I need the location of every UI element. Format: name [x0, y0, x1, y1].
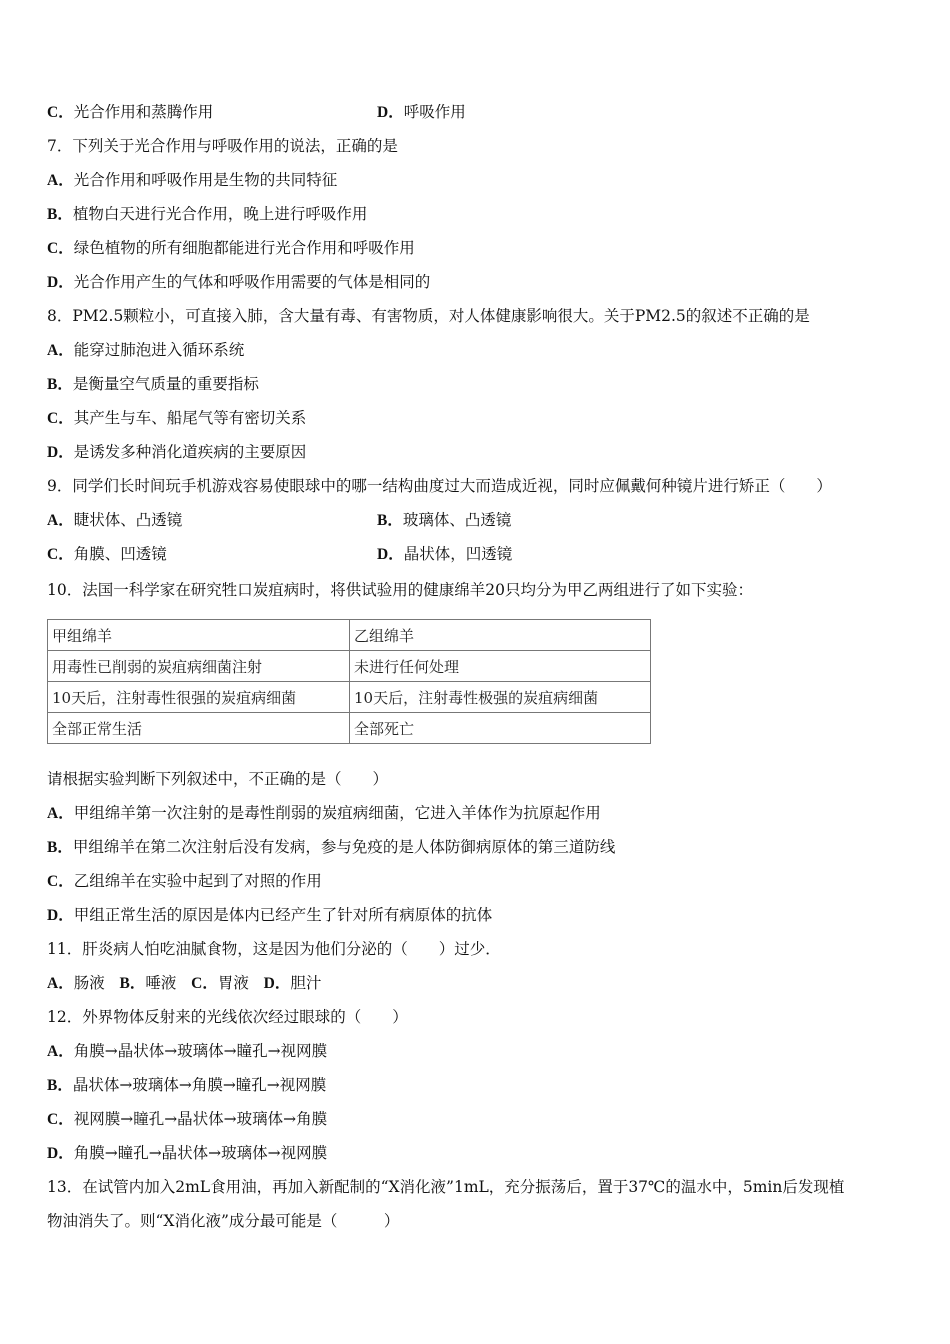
option-text: 光合作用产生的气体和呼吸作用需要的气体是相同的	[73, 273, 431, 291]
option-label: D．	[47, 907, 74, 924]
option-label: A．	[47, 172, 74, 189]
option-text: 胆汁	[290, 974, 322, 992]
option-text: 甲组绵羊第一次注射的是毒性削弱的炭疽病细菌，它进入羊体作为抗原起作用	[73, 804, 601, 822]
option-text: 视网膜→瞳孔→晶状体→玻璃体→角膜	[73, 1110, 328, 1128]
option-text: 角膜→瞳孔→晶状体→玻璃体→视网膜	[73, 1144, 328, 1162]
option-text: 胃液	[217, 974, 249, 992]
q6-option-d	[377, 102, 466, 123]
table-cell: 乙组绵羊	[350, 620, 651, 651]
option-text: 玻璃体、凸透镜	[402, 511, 512, 529]
table-cell: 用毒性已削弱的炭疽病细菌注射	[48, 651, 350, 682]
option-label: C．	[47, 873, 74, 890]
q8-option-a	[47, 340, 244, 361]
option-text: 光合作用和呼吸作用是生物的共同特征	[73, 171, 338, 189]
option-text: 绿色植物的所有细胞都能进行光合作用和呼吸作用	[73, 239, 415, 257]
option-label: D．	[263, 975, 291, 992]
table-row	[48, 620, 651, 651]
q10-option-b	[47, 837, 615, 858]
option-text: 唾液	[145, 974, 177, 992]
option-text: 肠液	[73, 974, 105, 992]
q7-stem: 7．下列关于光合作用与呼吸作用的说法，正确的是	[47, 137, 398, 155]
option-label: B．	[377, 512, 403, 529]
option-text: 甲组绵羊在第二次注射后没有发病，参与免疫的是人体防御病原体的第三道防线	[72, 838, 616, 856]
option-label: C．	[47, 240, 74, 257]
option-label: A．	[47, 975, 74, 992]
q10-option-d	[47, 905, 492, 926]
q9-option-d	[377, 544, 512, 565]
q10-stem: 10．法国一科学家在研究牲口炭疽病时，将供试验用的健康绵羊20只均分为甲乙两组进行了如下实验：	[47, 581, 753, 599]
table-cell: 未进行任何处理	[350, 651, 651, 682]
q9-stem: 9．同学们长时间玩手机游戏容易使眼球中的哪一结构曲度过大而造成近视，同时应佩戴何种镜片进行矫正（ ）	[47, 477, 832, 495]
table-row	[48, 713, 651, 744]
table-row	[48, 651, 651, 682]
option-label: D．	[47, 274, 74, 291]
q10-option-c	[47, 871, 322, 892]
option-text: 甲组正常生活的原因是体内已经产生了针对所有病原体的抗体	[73, 906, 493, 924]
option-label: C．	[47, 410, 74, 427]
option-text: 呼吸作用	[403, 103, 466, 121]
q11-stem: 11．肝炎病人怕吃油腻食物，这是因为他们分泌的（ ）过少．	[47, 940, 501, 958]
q9-option-a	[47, 510, 182, 531]
table-cell: 甲组绵羊	[48, 620, 350, 651]
q8-option-c	[47, 408, 306, 429]
table-cell: 全部死亡	[350, 713, 651, 744]
option-label: C．	[47, 546, 74, 563]
option-text: 晶状体，凹透镜	[403, 545, 513, 563]
option-label: D．	[47, 1145, 74, 1162]
q12-option-b	[47, 1075, 326, 1096]
option-label: D．	[47, 444, 74, 461]
q8-stem: 8．PM2.5颗粒小，可直接入肺，含大量有毒、有害物质，对人体健康影响很大。关于PM2.5的叙述不正确的是	[47, 307, 810, 325]
q10-question: 请根据实验判断下列叙述中，不正确的是（ ）	[47, 770, 389, 788]
option-label: A．	[47, 1043, 74, 1060]
experiment-table	[47, 619, 651, 744]
option-text: 植物白天进行光合作用，晚上进行呼吸作用	[72, 205, 368, 223]
option-label: B．	[47, 206, 73, 223]
q8-option-b	[47, 374, 259, 395]
option-label: C．	[47, 104, 74, 121]
option-text: 乙组绵羊在实验中起到了对照的作用	[73, 872, 322, 890]
option-label: B．	[47, 839, 73, 856]
q12-stem: 12．外界物体反射来的光线依次经过眼球的（ ）	[47, 1008, 408, 1026]
q8-option-d	[47, 442, 306, 463]
option-text: 光合作用和蒸腾作用	[73, 103, 214, 121]
q10-option-a	[47, 803, 601, 824]
option-label: D．	[377, 546, 404, 563]
option-label: D．	[377, 104, 404, 121]
table-cell: 10天后，注射毒性很强的炭疽病细菌	[48, 682, 350, 713]
option-text: 能穿过肺泡进入循环系统	[73, 341, 245, 359]
option-label: B．	[47, 376, 73, 393]
q12-option-c	[47, 1109, 327, 1130]
option-text: 晶状体→玻璃体→角膜→瞳孔→视网膜	[72, 1076, 327, 1094]
q7-option-a	[47, 170, 337, 191]
q7-option-d	[47, 272, 430, 293]
option-label: B．	[119, 975, 146, 992]
q6-option-c	[47, 102, 213, 123]
q7-option-c	[47, 238, 415, 259]
q9-option-b	[377, 510, 511, 531]
option-label: B．	[47, 1077, 73, 1094]
table-cell: 10天后，注射毒性极强的炭疽病细菌	[350, 682, 651, 713]
q12-option-a	[47, 1041, 327, 1062]
q12-option-d	[47, 1143, 327, 1164]
option-label: A．	[47, 805, 74, 822]
option-label: A．	[47, 342, 74, 359]
option-text: 睫状体、凸透镜	[73, 511, 183, 529]
q7-option-b	[47, 204, 367, 225]
option-label: A．	[47, 512, 74, 529]
q13-stem-line1: 13．在试管内加入2mL食用油，再加入新配制的“X消化液”1mL，充分振荡后，置于37℃的温水中，5min后发现植	[47, 1178, 845, 1196]
option-label: C．	[47, 1111, 74, 1128]
option-label: C．	[191, 975, 218, 992]
q13-stem-line2: 物油消失了。则“X消化液”成分最可能是（ ）	[47, 1212, 400, 1230]
option-text: 其产生与车、船尾气等有密切关系	[73, 409, 307, 427]
q9-option-c	[47, 544, 167, 565]
option-text: 是诱发多种消化道疾病的主要原因	[73, 443, 307, 461]
option-text: 角膜→晶状体→玻璃体→瞳孔→视网膜	[73, 1042, 328, 1060]
option-text: 是衡量空气质量的重要指标	[72, 375, 259, 393]
q11-options	[47, 973, 321, 994]
table-row	[48, 682, 651, 713]
option-text: 角膜、凹透镜	[73, 545, 167, 563]
table-cell: 全部正常生活	[48, 713, 350, 744]
